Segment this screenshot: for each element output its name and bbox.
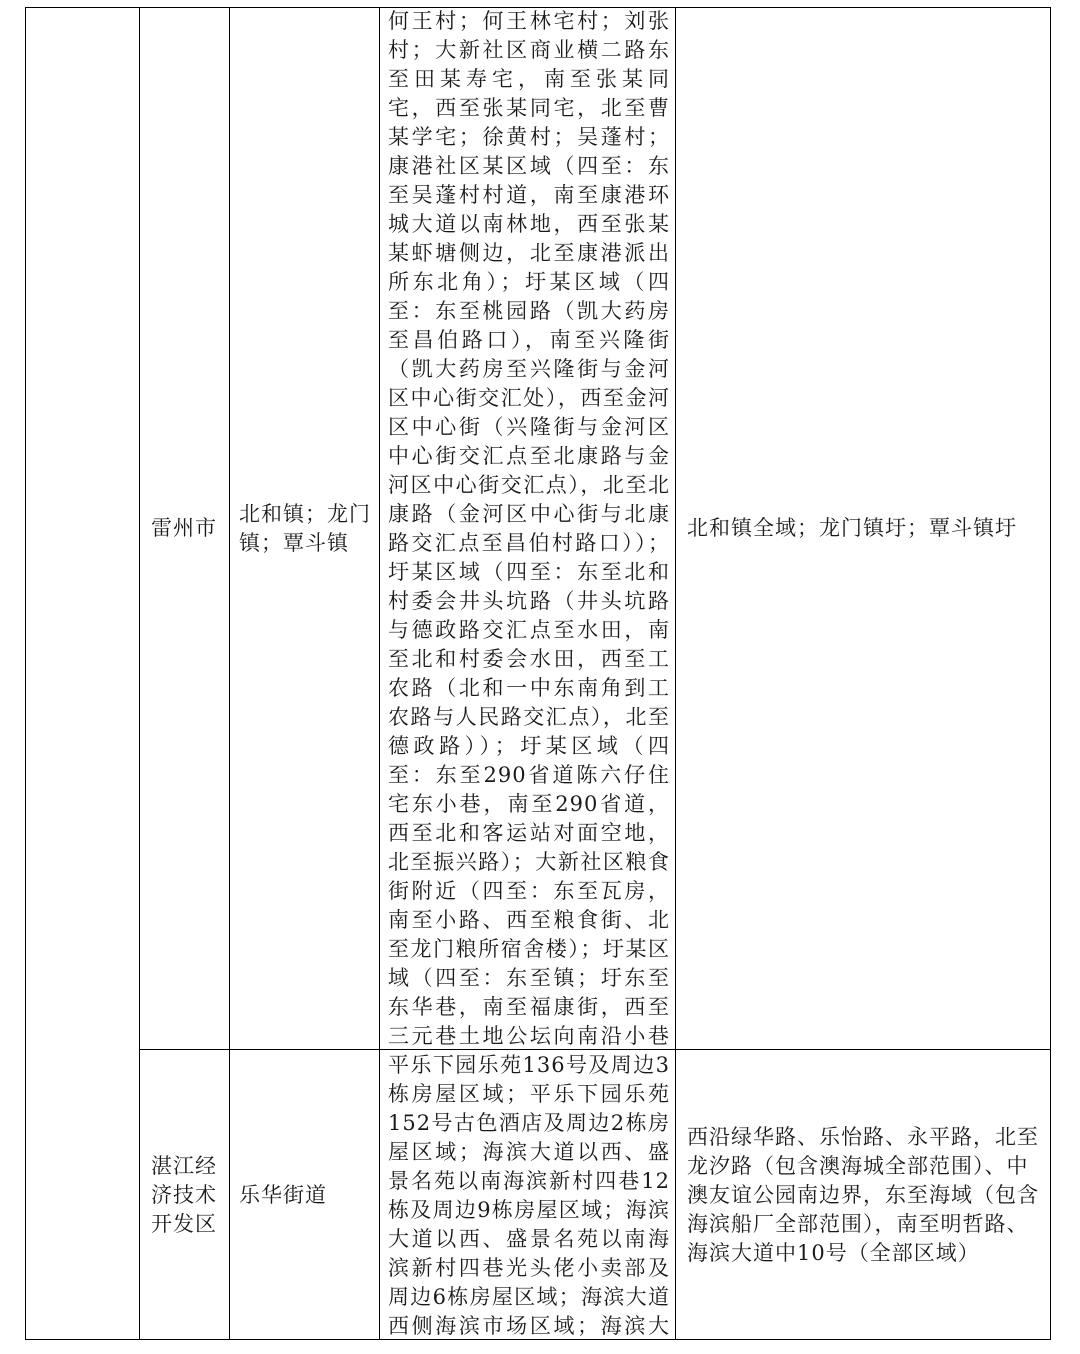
column-divider	[675, 8, 676, 1339]
range-cell-wrap	[677, 1051, 1050, 1340]
column-divider	[379, 8, 380, 1339]
column-divider	[139, 8, 140, 1339]
table-row	[141, 1051, 229, 1340]
district-cell: 湛江经济技术开发区	[151, 1154, 217, 1236]
table-bottom-border	[25, 1339, 1051, 1340]
range-cell-wrap	[677, 8, 1050, 1049]
zone-table	[25, 7, 1051, 1339]
district-cell: 雷州市	[151, 516, 217, 540]
scope-cell: 平乐下园乐苑136号及周边3栋房屋区域；平乐下园乐苑152号古色酒店及周边2栋房屋区域；海滨大道以西、盛景名苑以南海滨新村四巷12栋及周边9栋房屋区域；海滨大道以西、盛景名苑以南海滨新村四巷光头佬小卖部及周边6栋房屋区域；海滨大道西侧海滨市场区域；海滨大	[388, 1053, 670, 1338]
table-row	[141, 8, 229, 1049]
towns-cell: 乐华街道	[239, 1183, 327, 1207]
range-cell: 西沿绿华路、乐怡路、永平路，北至龙汐路（包含澳海城全部范围）、中澳友谊公园南边界，东至海域（包含海滨船厂全部范围），南至明哲路、海滨大道中10号（全部区域）	[687, 1125, 1039, 1265]
range-cell: 北和镇全域；龙门镇圩；覃斗镇圩	[687, 516, 1017, 540]
scope-cell: 何王村；何王林宅村；刘张村；大新社区商业横二路东至田某寿宅，南至张某同宅，西至张某同宅，北至曹某学宅；徐黄村；吴蓬村；康港社区某区域（四至：东至吴蓬村村道，南至康港环城大道以南林地，西至张某某虾塘侧边，北至康港派出所东北角）；圩某区域（四至：东至桃园路（凯大药房至昌伯路口），南至兴隆街（凯大药房至兴隆街与金河区中心街交汇处），西至金河区中心街（兴隆街与金河区中心街交汇点至北康路与金河区中心街交汇点），北至北康路（金河区中心街与北康路交汇点至昌伯村路口））；圩某区域（四至：东至北和村委会井头坑路（井头坑路与德政路交汇点至水田，南至北和村委会水田，西至工农路（北和一中东南角到工农路与人民路交汇点），北至德政路））；圩某区域（四至：东至290省道陈六仔住宅东小巷，南至290省道，西至北和客运站对面空地，北至振兴路）；大新社区粮食街附近（四至：东至瓦房，南至小路、西至粮食街、北至龙门粮所宿舍楼）；圩某区域（四至：东至镇；圩东至东华巷，南至福康街，西至三元巷土地公坛向南沿小巷	[388, 9, 670, 1048]
row-divider	[139, 1049, 1050, 1050]
towns-cell: 北和镇；龙门镇；覃斗镇	[239, 501, 371, 555]
towns-cell-wrap	[231, 8, 379, 1049]
column-divider	[229, 8, 230, 1339]
towns-cell-wrap	[231, 1051, 379, 1340]
